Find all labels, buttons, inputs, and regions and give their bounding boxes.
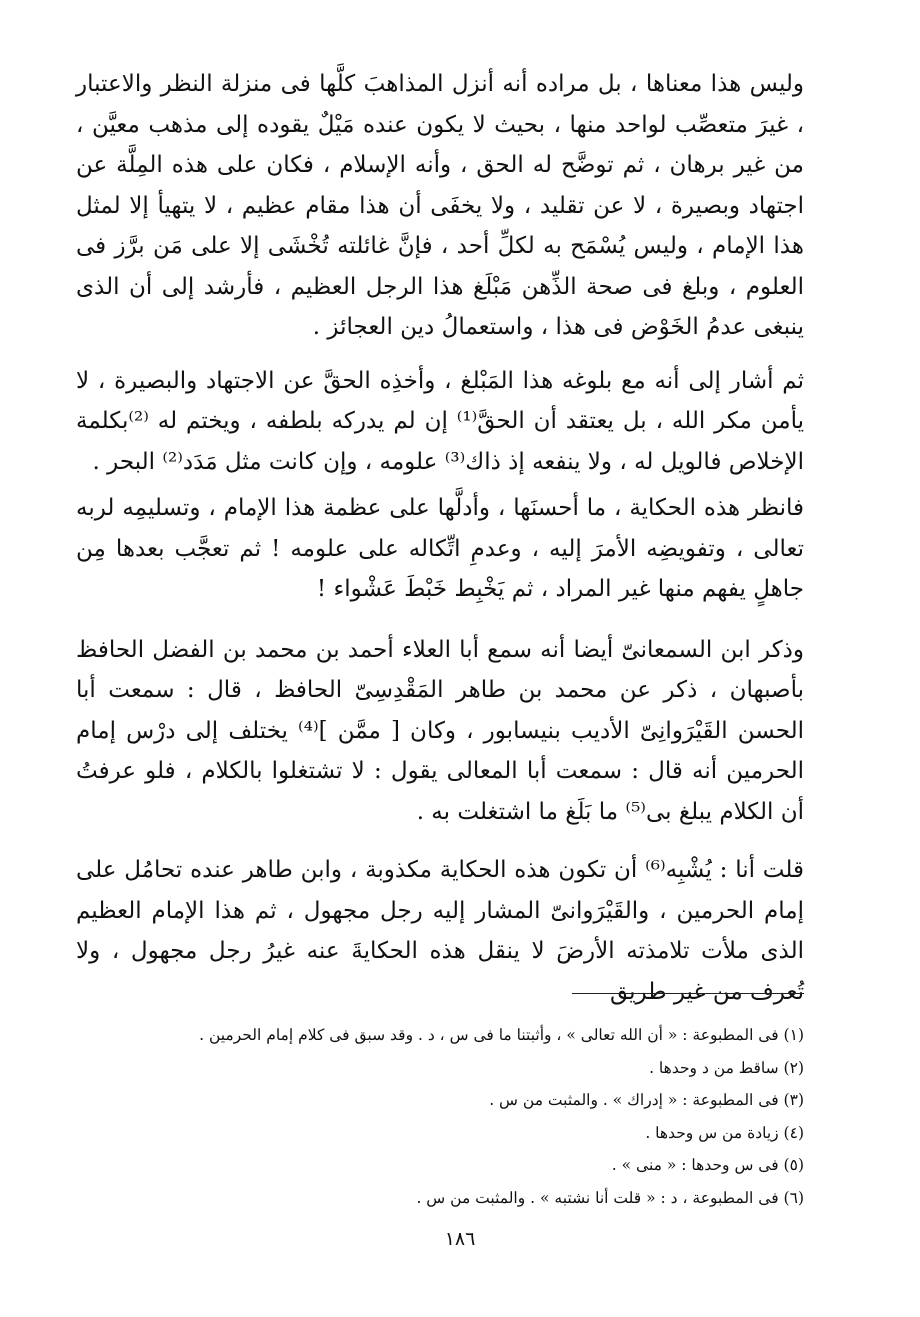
footnote-separator — [572, 993, 804, 994]
footnote-2: (٢) ساقط من د وحدها . — [649, 1058, 804, 1077]
footnote-4: (٤) زيادة من س وحدها . — [645, 1123, 804, 1142]
paragraph-5: قلت أنا : يُشْبِه⁽⁶⁾ أن تكون هذه الحكاية مكذوبة ، وابن طاهر عنده تحامُل على إمام الحرمين ، والقَيْرَوانىّ المشار إليه رجل مجهول ، ثم هذا الإمام العظيم الذى ملأت تلامذته الأرضَ لا ينقل هذه الحكايةَ عنه غيرُ رجل مجهول ، ولا تُعرف من غير طريق — [76, 857, 804, 1005]
footnote-6: (٦) فى المطبوعة ، د : « قلت أنا نشتبه » . والمثبت من س . — [416, 1188, 804, 1207]
footnote-5: (٥) فى س وحدها : « منى » . — [611, 1156, 804, 1174]
paragraph-4: وذكر ابن السمعانىّ أيضا أنه سمع أبا العلاء أحمد بن محمد بن الفضل الحافظ بأصبهان ، ذكر عن محمد بن طاهر المَقْدِسِىّ الحافظ ، قال : سمعت أبا الحسن القَيْرَوانِىّ الأديب بنيسابور ، وكان [ ممَّن ]⁽⁴⁾ يختلف إلى درْس إمام الحرمين أنه قال : سمعت أبا المعالى يقول : لا تشتغلوا بالكلام ، فلو عرفتُ أن الكلام يبلغ بى⁽⁵⁾ ما بَلَغ ما اشتغلت به . — [76, 636, 804, 825]
document-page — [76, 64, 804, 1207]
page-number: ١٨٦ — [444, 1228, 476, 1250]
footnote-1: (١) فى المطبوعة : « أن الله تعالى » ، وأثبتنا ما فى س ، د . وقد سبق فى كلام إمام الحرمين . — [199, 1026, 804, 1044]
footnote-3: (٣) فى المطبوعة : « إدراك » . والمثبت من س . — [489, 1091, 804, 1109]
paragraph-1: وليس هذا معناها ، بل مراده أنه أنزل المذاهبَ كلَّها فى منزلة النظر والاعتبار ، غيرَ متعصِّب لواحد منها ، بحيث لا يكون عنده مَيْلٌ يقوده إلى مذهب معيَّن ، من غير برهان ، ثم توضَّح له الحق ، وأنه الإسلام ، فكان على هذه المِلَّة عن اجتهاد وبصيرة ، لا عن تقليد ، ولا يخفَى أن هذا مقام عظيم ، لا يتهيأ إلا لمثل هذا الإمام ، وليس يُسْمَح به لكلِّ أحد ، فإنَّ غائلته تُخْشَى إلا على مَن برَّز فى العلوم ، وبلغ فى صحة الذِّهن مَبْلَغ هذا الرجل العظيم ، فأرشد إلى أن الذى ينبغى عدمُ الخَوْض فى هذا ، واستعمالُ دين العجائز . — [76, 71, 804, 340]
paragraph-2: ثم أشار إلى أنه مع بلوغه هذا المَبْلغ ، وأخذِه الحقَّ عن الاجتهاد والبصيرة ، لا يأمن مكر الله ، بل يعتقد أن الحقَّ⁽¹⁾ إن لم يدركه بلطفه ، ويختم له ⁽²⁾بكلمة الإخلاص فالويل له ، ولا ينفعه إذ ذاك⁽³⁾ علومه ، وإن كانت مثل مَدَد⁽²⁾ البحر . — [76, 367, 804, 475]
paragraph-3: فانظر هذه الحكاية ، ما أحسنَها ، وأدلَّها على عظمة هذا الإمام ، وتسليمِه لربه تعالى ، وتفويضِه الأمرَ إليه ، وعدمِ اتِّكاله على علومه ! ثم تعجَّب بعدها مِن جاهلٍ يفهم منها غير المراد ، ثم يَخْبِط خَبْطَ عَشْواء ! — [76, 495, 804, 602]
footnotes-list — [76, 1019, 804, 1214]
